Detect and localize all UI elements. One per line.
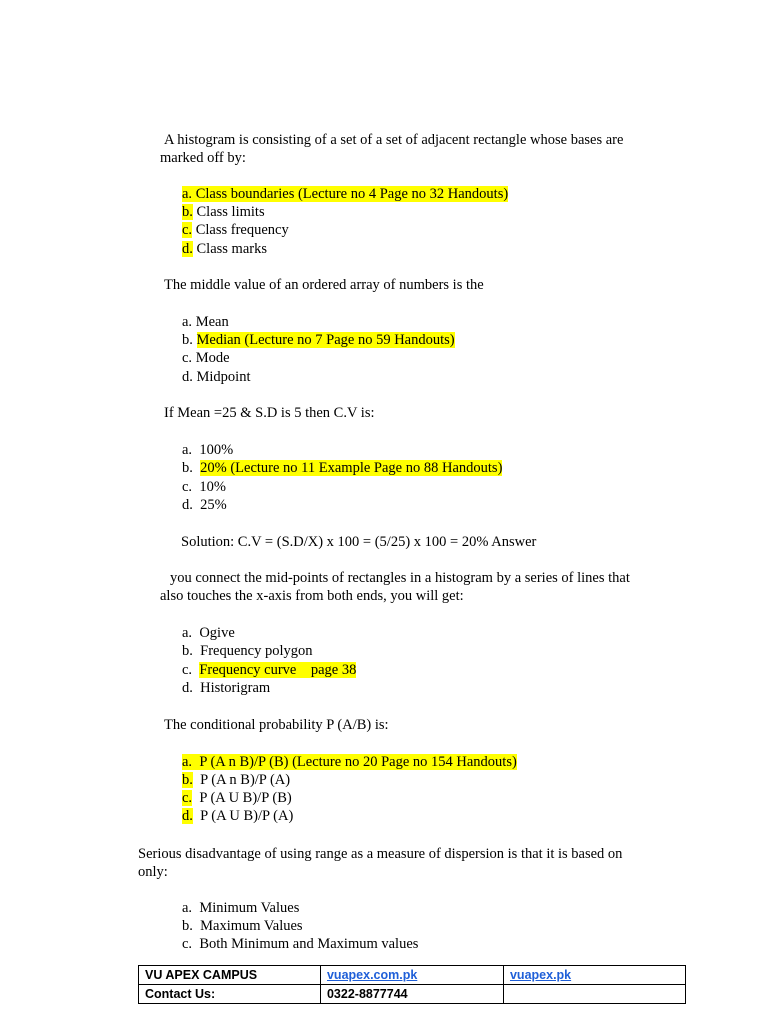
option-letter: d. bbox=[182, 241, 193, 257]
option-text: Median (Lecture no 7 Page no 59 Handouts) bbox=[196, 332, 455, 348]
question-6-option-c bbox=[182, 935, 418, 953]
question-4-stem-line1: you connect the mid-points of rectangles in a histogram by a series of lines that bbox=[170, 570, 630, 586]
option-letter: a. bbox=[182, 186, 193, 202]
option-letter: b. bbox=[182, 460, 193, 476]
option-letter: b. bbox=[182, 332, 193, 348]
option-text: Class limits bbox=[196, 204, 265, 220]
option-letter: a. bbox=[182, 625, 193, 641]
option-letter: d. bbox=[182, 808, 193, 824]
option-letter: c. bbox=[182, 479, 193, 495]
option-letter: a. bbox=[182, 314, 193, 330]
question-6-stem-line1: Serious disadvantage of using range as a measure of dispersion is that it is based on bbox=[138, 846, 623, 862]
option-text: Historigram bbox=[200, 680, 271, 696]
option-text: Mean bbox=[195, 314, 229, 330]
option-letter: c. bbox=[182, 790, 193, 806]
option-text: Class boundaries (Lecture no 4 Page no 32 Handouts) bbox=[195, 186, 509, 202]
option-text: P (A n B)/P (B) (Lecture no 20 Page no 154 Handouts) bbox=[199, 754, 517, 770]
option-text: Frequency curve page 38 bbox=[199, 662, 357, 678]
question-5-stem: The conditional probability P (A/B) is: bbox=[164, 717, 389, 733]
contact-label: Contact Us: bbox=[139, 985, 321, 1004]
footer-row-2 bbox=[139, 985, 686, 1004]
question-2-stem: The middle value of an ordered array of numbers is the bbox=[164, 277, 484, 293]
option-text: P (A U B)/P (A) bbox=[200, 808, 294, 824]
question-1-option-b bbox=[182, 203, 265, 221]
option-letter: b. bbox=[182, 918, 193, 934]
question-6-option-a bbox=[182, 899, 299, 917]
option-letter: c. bbox=[182, 350, 193, 366]
question-1-stem-line1: A histogram is consisting of a set of a set of adjacent rectangle whose bases are bbox=[164, 132, 624, 148]
option-letter: a. bbox=[182, 442, 193, 458]
option-text: Class frequency bbox=[195, 222, 289, 238]
option-letter: d. bbox=[182, 369, 193, 385]
question-2-option-b bbox=[182, 331, 455, 349]
question-2-option-d bbox=[182, 368, 250, 386]
question-4-stem-line2: also touches the x-axis from both ends, you will get: bbox=[160, 588, 464, 604]
question-4-option-a bbox=[182, 624, 235, 642]
phone-number: 0322-8877744 bbox=[320, 985, 503, 1004]
question-4-option-b bbox=[182, 642, 312, 660]
question-5-option-b bbox=[182, 771, 290, 789]
option-letter: d. bbox=[182, 680, 193, 696]
question-5-option-c bbox=[182, 789, 292, 807]
campus-name: VU APEX CAMPUS bbox=[139, 966, 321, 985]
option-letter: c. bbox=[182, 662, 193, 678]
option-letter: c. bbox=[182, 936, 193, 952]
question-4-option-c bbox=[182, 661, 356, 679]
question-3-stem: If Mean =25 & S.D is 5 then C.V is: bbox=[164, 405, 375, 421]
site-link-1[interactable]: vuapex.com.pk bbox=[326, 968, 418, 982]
option-letter: d. bbox=[182, 497, 193, 513]
option-text: Mode bbox=[195, 350, 230, 366]
empty-cell bbox=[503, 985, 685, 1004]
question-3-solution: Solution: C.V = (S.D/X) x 100 = (5/25) x 100 = 20% Answer bbox=[181, 534, 537, 550]
question-1-option-d bbox=[182, 240, 267, 258]
question-3-option-a bbox=[182, 441, 233, 459]
option-letter: a. bbox=[182, 900, 193, 916]
question-5-option-d bbox=[182, 807, 293, 825]
question-1-option-a bbox=[182, 185, 508, 203]
option-letter: b. bbox=[182, 204, 193, 220]
option-letter: a. bbox=[182, 754, 193, 770]
option-letter: b. bbox=[182, 643, 193, 659]
question-3-option-c bbox=[182, 478, 226, 496]
option-text: 100% bbox=[199, 442, 234, 458]
option-text: Minimum Values bbox=[199, 900, 300, 916]
option-letter: b. bbox=[182, 772, 193, 788]
option-text: 20% (Lecture no 11 Example Page no 88 Handouts) bbox=[200, 460, 503, 476]
option-text: Class marks bbox=[196, 241, 267, 257]
question-3-option-b bbox=[182, 459, 502, 477]
option-text: Maximum Values bbox=[200, 918, 303, 934]
option-text: P (A U B)/P (B) bbox=[199, 790, 292, 806]
option-text: 10% bbox=[199, 479, 226, 495]
question-6-stem-line2: only: bbox=[138, 864, 168, 880]
footer-row-1 bbox=[139, 966, 686, 985]
question-5-option-a bbox=[182, 753, 517, 771]
question-4-option-d bbox=[182, 679, 270, 697]
option-letter: c. bbox=[182, 222, 193, 238]
question-1-stem-line2: marked off by: bbox=[160, 150, 246, 166]
question-1-option-c bbox=[182, 221, 289, 239]
footer-contact-table bbox=[138, 965, 686, 1004]
option-text: Ogive bbox=[199, 625, 235, 641]
option-text: 25% bbox=[200, 497, 227, 513]
option-text: Midpoint bbox=[196, 369, 251, 385]
site-link-2[interactable]: vuapex.pk bbox=[509, 968, 572, 982]
option-text: Frequency polygon bbox=[200, 643, 313, 659]
option-text: Both Minimum and Maximum values bbox=[199, 936, 419, 952]
question-6-option-b bbox=[182, 917, 303, 935]
question-3-option-d bbox=[182, 496, 227, 514]
option-text: P (A n B)/P (A) bbox=[200, 772, 291, 788]
question-2-option-c bbox=[182, 349, 230, 367]
question-2-option-a bbox=[182, 313, 229, 331]
